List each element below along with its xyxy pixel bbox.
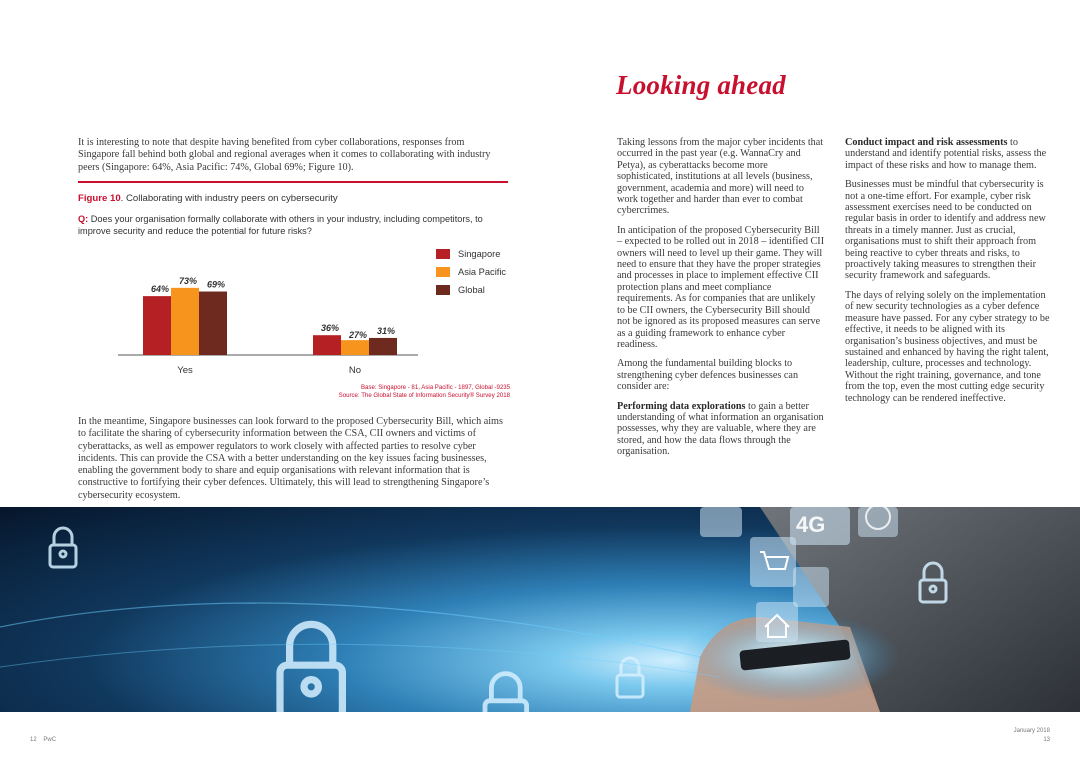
padlock-icon (280, 624, 342, 712)
intro-paragraph: It is interesting to note that despite having benefited from cyber collaborations, responses from Singapore fall behind both global and regional averages when it comes to collaborating with industry peers (Singapore: 64%, Asia Pacific: 74%, Global 69%; Figure 10). (78, 137, 491, 173)
right-column-2 (845, 137, 1050, 412)
col1-paragraph-3: Among the fundamental building blocks to strengthening cyber defences businesses can consider are: (617, 358, 799, 393)
footer-brand: PwC (43, 737, 57, 743)
bar-asia-pacific-no (341, 340, 369, 355)
banner-illustration (0, 507, 1080, 712)
legend-swatch-singapore (436, 249, 450, 259)
legend-label-singapore: Singapore (458, 249, 501, 259)
closing-paragraph: In the meantime, Singapore businesses can look forward to the proposed Cybersecurity Bill, which aims to facilitate the sharing of cybersecurity information between the CSA, CII owners and victims of cyberattacks, as well as empower regulators to work closely with affected parties to resolve cyber incidents. This can provide the CSA with a better understanding on the key issues facing businesses, enabling the government body to share and equip organisations with relevant information that is constructive to fortifying their cyber defences. Ultimately, this will lead to strengthening Singapore’s cybersecurity ecosystem. (78, 416, 503, 501)
chart-legend (436, 245, 506, 299)
data-explorations-text: to gain a better understanding of what information an organisation possesses, why they are valuable, where they are stored, and how the data flows through the organisation. (617, 400, 824, 458)
data-label-singapore-no: 36% (321, 323, 340, 334)
bar-chart (78, 240, 418, 380)
col1-paragraph-2: In anticipation of the proposed Cybersecurity Bill – expected to be rolled out in 2018 – identified CII owners will need to level up their game. They will need to ensure that they have the proper strategies and processes in place to implement effective CII protection plans and meet compliance requirements. As for companies that are unlikely to be CII owners, the Cybersecurity Bill should not be ignored as its proposed measures can serve as a guiding framework to enhance cyber readiness. (617, 224, 825, 350)
data-label-asia-pacific-no: 27% (349, 330, 368, 341)
risk-assessments-text: to understand and identify potential risks, assess the impact of these risks and how to manage them. (845, 137, 1047, 171)
legend-label-asia-pacific: Asia Pacific (458, 267, 507, 277)
tile-cart (750, 537, 796, 587)
question-label: Q: (78, 214, 89, 224)
cybersecurity-photo-banner (0, 507, 1080, 712)
col2-paragraph-2: Businesses must be mindful that cybersecurity is not a one-time effort. For example, cyber risk assessment exercises need to be conducted on regular basis in order to identify and address new threats in a timely manner. Just as crucial, organisations must to shift their approach from being reactive to cyber threats and risks, to proactively taking measures to strengthen their security framework and safeguards. (845, 179, 1046, 282)
padlock-icon (485, 674, 527, 712)
legend-label-global: Global (458, 285, 485, 295)
bar-singapore-no (313, 335, 341, 355)
col1-paragraph-4 (617, 401, 825, 458)
page-heading: Looking ahead (616, 70, 786, 100)
question-text: Does your organisation formally collaborate with others in your industry, including competitors, to improve security and reduce the potential for future risks? (78, 214, 483, 236)
footer-date: January 2018 (1013, 728, 1050, 734)
bar-global-no (369, 338, 397, 355)
data-label-global-no: 31% (377, 325, 396, 336)
figure-question (78, 213, 508, 237)
data-explorations-heading: Performing data explorations (617, 400, 746, 412)
padlock-icon (50, 528, 76, 567)
bar-global-yes (199, 292, 227, 355)
right-column-1 (617, 137, 825, 466)
tile-id-card (700, 507, 742, 537)
risk-assessments-heading: Conduct impact and risk assessments (845, 137, 1008, 148)
footer-left (30, 737, 56, 743)
footer-page-number-left: 12 (30, 737, 37, 743)
category-label-yes: Yes (177, 365, 193, 376)
data-label-global-yes: 69% (207, 279, 226, 290)
figure-divider (78, 181, 508, 183)
tile-globe (858, 507, 898, 537)
legend-swatch-global (436, 285, 450, 295)
legend-swatch-asia-pacific (436, 267, 450, 277)
chart-base-text: Base: Singapore - 81, Asia Pacific - 1897, Global -9235 (360, 384, 510, 391)
legend-item-singapore (436, 245, 506, 263)
bar-singapore-yes (143, 296, 171, 355)
light-streak (0, 644, 720, 677)
col2-paragraph-3: The days of relying solely on the implementation of new security technologies as a cyber defence measure have passed. For any cyber strategy to be effective, it needs to be aligned with its organisation’s business objectives, and must be sustained and enhanced by having the right talent, leadership, culture, processes and technology. Without the right training, governance, and tone from the top, even the most cutting edge security technology can be rendered ineffective. (845, 289, 1050, 404)
bar-asia-pacific-yes (171, 288, 199, 355)
light-streak (0, 603, 700, 657)
legend-item-global (436, 281, 506, 299)
col2-paragraph-1 (845, 137, 1050, 171)
legend-item-asia-pacific (436, 263, 506, 281)
tile-music (793, 567, 829, 607)
figure-title (78, 193, 338, 204)
category-label-no: No (348, 365, 362, 376)
col1-paragraph-1: Taking lessons from the major cyber incidents that occurred in the past year (e.g. WannaCry and Petya), as cyberattacks become more sophisticated, institutions at all levels (business, government, academia and more) will need to work together and harder than ever to combat cybercrimes. (617, 137, 824, 217)
figure-title-text: . Collaborating with industry peers on cybersecurity (120, 193, 338, 204)
chart-base-note (200, 384, 510, 400)
data-label-singapore-yes: 64% (151, 284, 170, 295)
figure-label: Figure 10 (78, 193, 121, 204)
chart-source-text: Source: The Global State of Information Security® Survey 2018 (338, 392, 510, 399)
data-label-asia-pacific-yes: 73% (179, 275, 198, 286)
4g-text: 4G (796, 512, 826, 537)
footer-page-number-right: 13 (1043, 737, 1050, 743)
